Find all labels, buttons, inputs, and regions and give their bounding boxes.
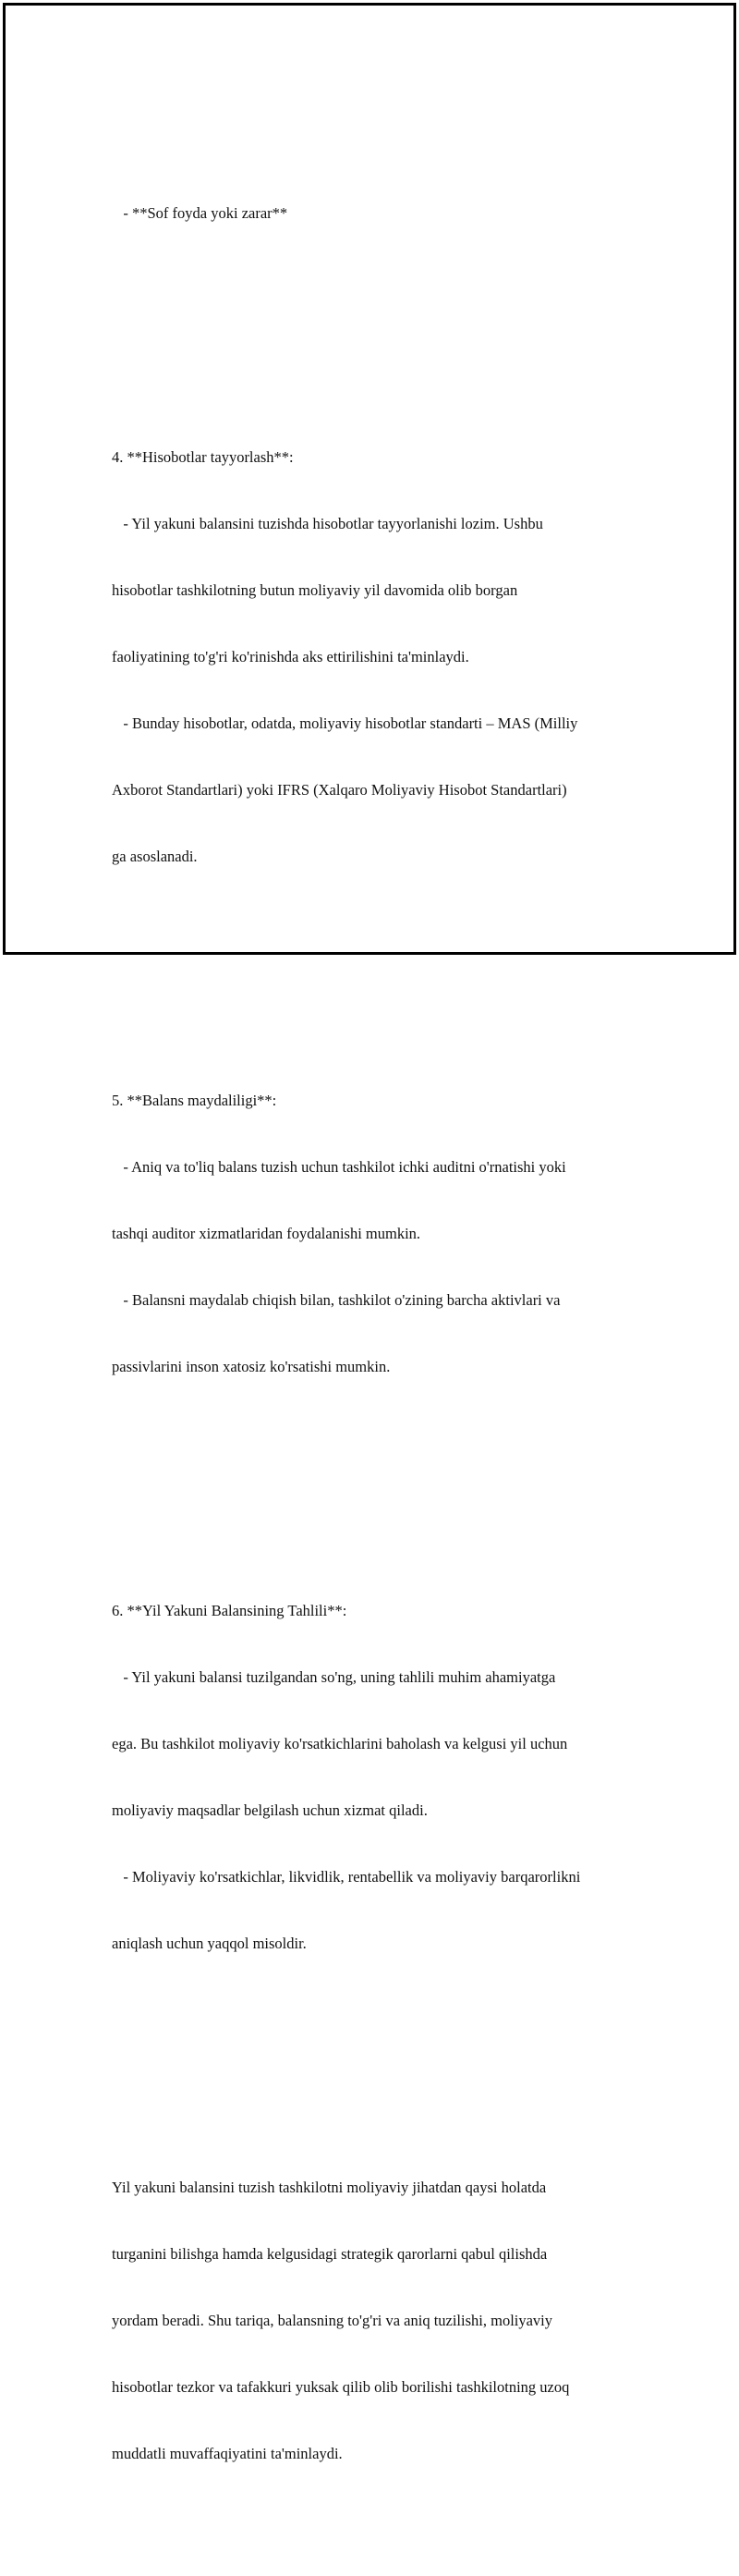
text-line: tashqi auditor xizmatlaridan foydalanishi mumkin. bbox=[112, 1225, 421, 1242]
text-line: - **Sof foyda yoki zarar** bbox=[112, 204, 288, 222]
text-line: - Balansni maydalab chiqish bilan, tashkilot o'zining barcha aktivlari va bbox=[112, 1291, 561, 1309]
paragraph-gap bbox=[112, 313, 657, 336]
text-line: hisobotlar tashkilotning butun moliyaviy yil davomida olib borgan bbox=[112, 581, 518, 599]
text-line: - Moliyaviy ko'rsatkichlar, likvidlik, rentabellik va moliyaviy barqarorlikni bbox=[112, 1868, 581, 1886]
paragraph-gap bbox=[112, 2044, 657, 2066]
text-line: Axborot Standartlari) yoki IFRS (Xalqaro Moliyaviy Hisobot Standartlari) bbox=[112, 781, 567, 799]
text-line: passivlarini inson xatosiz ko'rsatishi mumkin. bbox=[112, 1358, 391, 1375]
text-line: muddatli muvaffaqiyatini ta'minlaydi. bbox=[112, 2445, 343, 2462]
text-line: ga asoslanadi. bbox=[112, 848, 198, 865]
document-page bbox=[3, 3, 736, 2462]
paragraph-gap bbox=[112, 1467, 657, 1489]
text-line: - Yil yakuni balansi tuzilgandan so'ng, uning tahlili muhim ahamiyatga bbox=[112, 1668, 556, 1686]
section-heading: 4. **Hisobotlar tayyorlash**: bbox=[112, 448, 294, 466]
section-sof-foyda bbox=[112, 158, 657, 269]
section-heading: 6. **Yil Yakuni Balansining Tahlili**: bbox=[112, 1602, 347, 1619]
text-line: yordam beradi. Shu tariqa, balansning to'g'ri va aniq tuzilishi, moliyaviy bbox=[112, 2312, 553, 2329]
section-balans-maydaliligi bbox=[112, 1045, 657, 1422]
text-line: ega. Bu tashkilot moliyaviy ko'rsatkichlarini baholash va kelgusi yil uchun bbox=[112, 1735, 568, 1752]
text-line: hisobotlar tezkor va tafakkuri yuksak qilib olib borilishi tashkilotning uzoq bbox=[112, 2378, 570, 2396]
section-hisobotlar bbox=[112, 402, 657, 912]
section-xulosa bbox=[112, 2132, 657, 2509]
text-line: turganini bilishga hamda kelgusidagi strategik qarorlarni qabul qilishda bbox=[112, 2245, 548, 2263]
text-line: - Bunday hisobotlar, odatda, moliyaviy hisobotlar standarti – MAS (Milliy bbox=[112, 714, 578, 732]
text-line: - Aniq va to'liq balans tuzish uchun tashkilot ichki auditni o'rnatishi yoki bbox=[112, 1158, 566, 1176]
text-line: Yil yakuni balansini tuzish tashkilotni moliyaviy jihatdan qaysi holatda bbox=[112, 2179, 547, 2196]
text-line: moliyaviy maqsadlar belgilash uchun xizmat qiladi. bbox=[112, 1801, 428, 1819]
document-body bbox=[112, 92, 657, 2576]
text-line: - Yil yakuni balansini tuzishda hisobotlar tayyorlanishi lozim. Ushbu bbox=[112, 515, 543, 532]
text-line: faoliyatining to'g'ri ko'rinishda aks ettirilishini ta'minlaydi. bbox=[112, 648, 469, 665]
text-line: aniqlash uchun yaqqol misoldir. bbox=[112, 1935, 307, 1952]
paragraph-gap bbox=[112, 957, 657, 979]
section-tahlil bbox=[112, 1556, 657, 1999]
section-heading: 5. **Balans maydaliligi**: bbox=[112, 1092, 277, 1109]
